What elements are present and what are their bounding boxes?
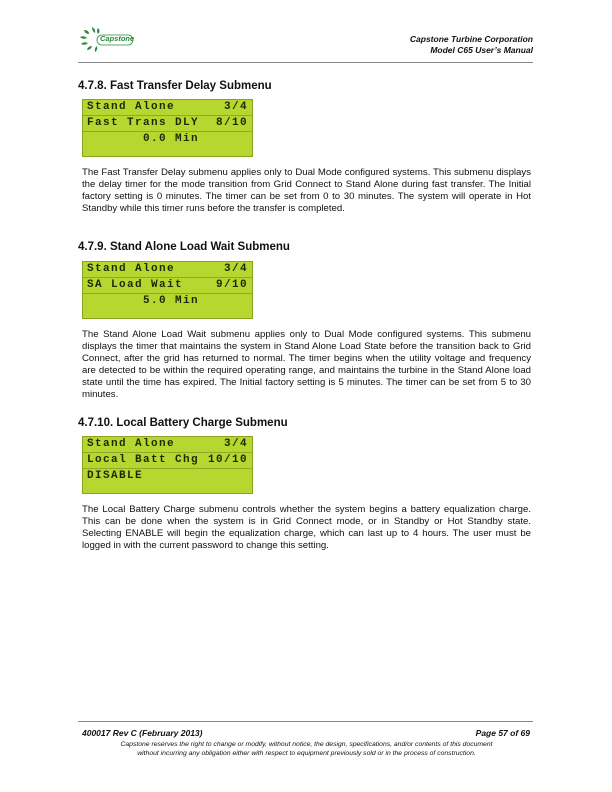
lcd-submenu-label: Local Batt Chg (87, 454, 200, 466)
lcd-row (83, 453, 252, 469)
lcd-submenu-index: 9/10 (215, 279, 248, 291)
section-paragraph-local-battery: The Local Battery Charge submenu controls whether the system begins a battery equalization charge. This can be done when the system is in Grid Connect mode, or in Standby or Hot Standby state. Selecting ENABLE will begin the equalization charge, which can last up to 4 hours. The user must be logged in with the current password to change this setting. (82, 504, 531, 552)
header-title-block (410, 34, 533, 56)
lcd-submenu-index: 8/10 (215, 117, 248, 129)
lcd-row (83, 116, 252, 132)
section-heading-local-battery: 4.7.10. Local Battery Charge Submenu (78, 417, 288, 429)
lcd-row (83, 278, 252, 294)
lcd-row (83, 262, 252, 278)
lcd-submenu-index: 10/10 (207, 454, 248, 466)
lcd-display-sa-load-wait (82, 261, 253, 319)
lcd-submenu-label: SA Load Wait (87, 279, 184, 291)
lcd-display-fast-transfer (82, 99, 253, 157)
lcd-row (83, 469, 252, 484)
lcd-menu-index: 3/4 (223, 263, 248, 275)
footer-notice-line: without incurring any obligation either with respect to equipment previously sold or in the process of construction. (137, 750, 476, 757)
logo-wordmark: Capstone (100, 34, 135, 43)
header-divider (78, 62, 533, 63)
lcd-row (83, 437, 252, 453)
lcd-menu-index: 3/4 (223, 438, 248, 450)
lcd-row (83, 132, 252, 147)
lcd-menu-index: 3/4 (223, 101, 248, 113)
footer-divider (78, 721, 533, 722)
lcd-value: 0.0 Min (143, 133, 200, 145)
section-heading-sa-load-wait: 4.7.9. Stand Alone Load Wait Submenu (78, 241, 290, 253)
manual-title: Model C65 User’s Manual (430, 45, 533, 55)
lcd-menu-label: Stand Alone (87, 101, 176, 113)
footer-notice-line: Capstone reserves the right to change or modify, without notice, the design, specifications, and/or contents of this document (120, 741, 493, 748)
page-number: Page 57 of 69 (475, 728, 530, 738)
lcd-value: DISABLE (87, 470, 144, 482)
section-paragraph-sa-load-wait: The Stand Alone Load Wait submenu applies only to Dual Mode configured systems. This submenu displays the timer that maintains the system in Stand Alone Load State before the transition back to Grid Connect, after the grid has returned to normal. The timer begins when the utility voltage and frequency are detected to be within the required operating range, and maintains the turbine in the Stand Alone load state until the time has expired. The Initial factory setting is 5 minutes. The timer can be set from 5 to 30 minutes. (82, 329, 531, 401)
lcd-display-local-battery (82, 436, 253, 494)
section-heading-fast-transfer: 4.7.8. Fast Transfer Delay Submenu (78, 80, 272, 92)
company-name: Capstone Turbine Corporation (409, 34, 533, 44)
footer-notice (82, 740, 531, 758)
document-revision: 400017 Rev C (February 2013) (82, 728, 203, 738)
page-header (78, 24, 533, 60)
section-paragraph-fast-transfer: The Fast Transfer Delay submenu applies only to Dual Mode configured systems. This submenu displays the delay timer for the mode transition from Grid Connect to Stand Alone during fast transfer. The Initial factory setting is 0 minutes. The timer can be set from 0 to 30 minutes. The system will operate in Hot Standby while this timer runs before the transfer is completed. (82, 167, 531, 215)
lcd-row (83, 294, 252, 309)
lcd-submenu-label: Fast Trans DLY (87, 117, 200, 129)
lcd-row (83, 100, 252, 116)
lcd-menu-label: Stand Alone (87, 438, 176, 450)
lcd-menu-label: Stand Alone (87, 263, 176, 275)
lcd-value: 5.0 Min (143, 295, 200, 307)
